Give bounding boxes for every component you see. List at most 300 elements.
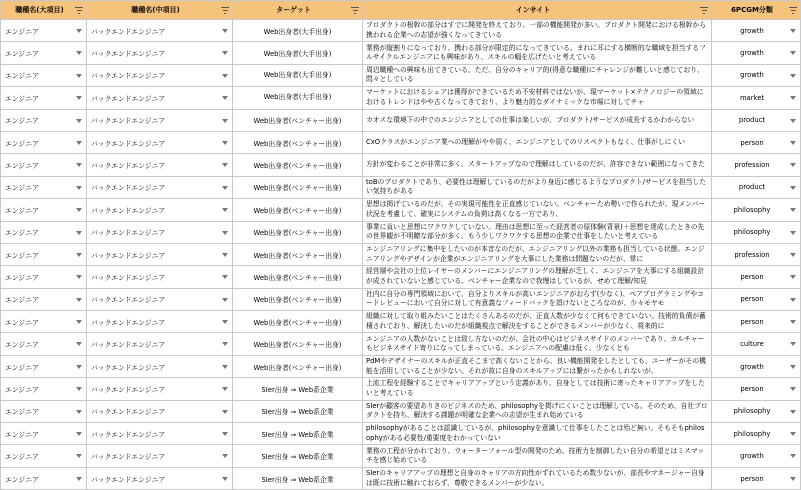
middle-category-dropdown[interactable]: [87, 221, 233, 243]
pcgm-category-header[interactable]: [712, 1, 801, 20]
table-row: [1, 20, 801, 42]
pcgm-category-dropdown-value: growth: [740, 452, 764, 461]
table-row: [1, 400, 801, 422]
pcgm-category-dropdown-value: person: [740, 474, 764, 483]
filter-icon[interactable]: [789, 7, 797, 14]
middle-category-dropdown[interactable]: [87, 266, 233, 288]
target-cell: [233, 378, 363, 400]
target-cell-value: Web出身者(ベンチャー出身): [253, 251, 342, 260]
dropdown-arrow-icon[interactable]: [76, 51, 82, 55]
major-category-dropdown-value: エンジニア: [5, 27, 39, 36]
middle-category-dropdown[interactable]: [87, 355, 233, 377]
target-cell: [233, 423, 363, 445]
dropdown-arrow-icon[interactable]: [76, 74, 82, 78]
target-cell-value: Web出身者(大手出身): [263, 70, 332, 79]
major-category-dropdown[interactable]: [1, 87, 87, 109]
table-row: [1, 423, 801, 445]
major-category-dropdown-value: エンジニア: [5, 251, 39, 260]
major-category-dropdown[interactable]: [1, 199, 87, 221]
dropdown-arrow-icon[interactable]: [222, 253, 228, 257]
pcgm-category-dropdown[interactable]: [712, 87, 801, 109]
target-cell: [233, 131, 363, 153]
header-row: [1, 1, 801, 20]
dropdown-arrow-icon[interactable]: [222, 74, 228, 78]
pcgm-category-dropdown-value: market: [739, 93, 765, 102]
table-row: [1, 42, 801, 64]
insight-cell-value: 経営層や会社の上位レイヤーのメンバーにエンジニアリングの理解が乏しく、エンジニアを大事にする組織設計が成されていないと感じている。ベンチャー企業なので我慢はしているが、せめて理解/知見: [366, 267, 705, 285]
pcgm-category-dropdown-value: person: [740, 272, 764, 281]
target-cell-value: Web出身者(ベンチャー出身): [253, 162, 342, 171]
major-category-dropdown-value: エンジニア: [5, 363, 39, 372]
middle-category-dropdown-value: バックエンドエンジニア: [91, 206, 166, 215]
dropdown-arrow-icon[interactable]: [222, 186, 228, 190]
major-category-dropdown-value: エンジニア: [5, 475, 39, 484]
middle-category-dropdown[interactable]: [87, 333, 233, 355]
dropdown-arrow-icon[interactable]: [790, 208, 796, 212]
target-cell: [233, 109, 363, 131]
middle-category-dropdown[interactable]: [87, 42, 233, 64]
column-header-label: 職種名(大項目): [15, 6, 64, 14]
middle-category-dropdown-value: バックエンドエンジニア: [91, 408, 166, 417]
dropdown-arrow-icon[interactable]: [790, 432, 796, 436]
dropdown-arrow-icon[interactable]: [76, 208, 82, 212]
target-cell: [233, 400, 363, 422]
major-category-dropdown-value: エンジニア: [5, 408, 39, 417]
insight-cell-value: 周辺職種への興味も出てきている。ただ、自分のキャリア的(得意な職種)にチャレンジが難しいと感じており、悶々としている: [366, 65, 704, 84]
dropdown-arrow-icon[interactable]: [76, 186, 82, 190]
pcgm-category-dropdown[interactable]: [712, 266, 801, 288]
table-row: [1, 199, 801, 221]
insight-cell: [363, 109, 712, 131]
insight-cell: [363, 266, 712, 288]
dropdown-arrow-icon[interactable]: [790, 141, 796, 145]
target-cell-value: Web出身者(ベンチャー出身): [253, 229, 342, 238]
dropdown-arrow-icon[interactable]: [790, 477, 796, 481]
middle-category-dropdown-value: バックエンドエンジニア: [91, 229, 166, 238]
target-cell-value: Web出身者(大手出身): [263, 93, 332, 102]
middle-category-dropdown[interactable]: [87, 199, 233, 221]
major-category-dropdown[interactable]: [1, 378, 87, 400]
target-cell: [233, 333, 363, 355]
table-row: [1, 221, 801, 243]
pcgm-category-dropdown-value: culture: [740, 340, 764, 349]
major-category-dropdown-value: エンジニア: [5, 296, 39, 305]
target-cell-value: Web出身者(ベンチャー出身): [253, 206, 342, 215]
middle-category-dropdown-value: バックエンドエンジニア: [91, 27, 166, 36]
target-cell-value: Web出身者(ベンチャー出身): [253, 341, 342, 350]
dropdown-arrow-icon[interactable]: [222, 298, 228, 302]
pcgm-category-dropdown[interactable]: [712, 355, 801, 377]
target-cell: [233, 176, 363, 198]
major-category-dropdown-value: エンジニア: [5, 117, 39, 126]
table-row: [1, 243, 801, 265]
middle-category-dropdown[interactable]: [87, 131, 233, 153]
insight-cell-value: CxOクラスがエンジニア業への理解がやや弱く、エンジニアとしてのリスペクトもなく、仕事がしにくい: [366, 137, 686, 146]
pcgm-category-dropdown-value: person: [740, 138, 764, 147]
pcgm-category-dropdown-value: philosophy: [733, 205, 771, 214]
dropdown-arrow-icon[interactable]: [790, 320, 796, 324]
dropdown-arrow-icon[interactable]: [222, 387, 228, 391]
target-cell: [233, 199, 363, 221]
insight-cell: [363, 20, 712, 42]
middle-category-dropdown-value: バックエンドエンジニア: [91, 385, 166, 394]
table-body: [1, 20, 801, 490]
middle-category-dropdown[interactable]: [87, 243, 233, 265]
middle-category-dropdown[interactable]: [87, 109, 233, 131]
dropdown-arrow-icon[interactable]: [222, 454, 228, 458]
middle-category-dropdown[interactable]: [87, 64, 233, 86]
pcgm-category-dropdown-value: profession: [734, 161, 770, 170]
table-row: [1, 154, 801, 176]
pcgm-category-dropdown[interactable]: [712, 333, 801, 355]
insight-cell: [363, 176, 712, 198]
dropdown-arrow-icon[interactable]: [76, 163, 82, 167]
middle-category-dropdown[interactable]: [87, 20, 233, 42]
major-category-dropdown-value: エンジニア: [5, 453, 39, 462]
middle-category-dropdown-value: バックエンドエンジニア: [91, 341, 166, 350]
target-cell: [233, 221, 363, 243]
major-category-dropdown[interactable]: [1, 109, 87, 131]
table-row: [1, 109, 801, 131]
pcgm-category-dropdown-value: person: [740, 295, 764, 304]
dropdown-arrow-icon[interactable]: [222, 141, 228, 145]
target-cell: [233, 355, 363, 377]
middle-category-dropdown[interactable]: [87, 423, 233, 445]
insight-cell: [363, 378, 712, 400]
target-cell: [233, 445, 363, 467]
major-category-dropdown-value: エンジニア: [5, 385, 39, 394]
dropdown-arrow-icon[interactable]: [76, 119, 82, 123]
middle-category-dropdown[interactable]: [87, 176, 233, 198]
table-row: [1, 131, 801, 153]
dropdown-arrow-icon[interactable]: [76, 96, 82, 100]
target-cell: [233, 311, 363, 333]
dropdown-arrow-icon[interactable]: [76, 298, 82, 302]
middle-category-header[interactable]: [87, 1, 233, 20]
insight-header[interactable]: [363, 1, 712, 20]
major-category-dropdown-value: エンジニア: [5, 341, 39, 350]
target-cell-value: Web出身者(ベンチャー出身): [253, 184, 342, 193]
target-cell-value: Web出身者(ベンチャー出身): [253, 117, 342, 126]
target-cell-value: SIer出身 ⇒ Web系企業: [261, 385, 334, 394]
filter-icon[interactable]: [221, 7, 229, 14]
middle-category-dropdown-value: バックエンドエンジニア: [91, 453, 166, 462]
middle-category-dropdown-value: バックエンドエンジニア: [91, 94, 166, 103]
pcgm-category-dropdown-value: growth: [740, 49, 764, 58]
major-category-dropdown-value: エンジニア: [5, 430, 39, 439]
dropdown-arrow-icon[interactable]: [790, 365, 796, 369]
insight-cell-value: 組織に対して取り組みたいことはたくさんあるのだが、正直人数が少なくて何もできていない。技術的負債が蓄積されており、解決したいのだが組織視点で解決をすることができるメンバーが少なく、将来的に: [366, 312, 706, 330]
insight-cell: [363, 423, 712, 445]
dropdown-arrow-icon[interactable]: [790, 96, 796, 100]
dropdown-arrow-icon[interactable]: [222, 410, 228, 414]
pcgm-category-dropdown-value: profession: [734, 250, 770, 259]
major-category-dropdown[interactable]: [1, 154, 87, 176]
pcgm-category-dropdown[interactable]: [712, 423, 801, 445]
major-category-dropdown[interactable]: [1, 288, 87, 310]
pcgm-category-dropdown-value: growth: [740, 71, 764, 80]
middle-category-dropdown[interactable]: [87, 87, 233, 109]
major-category-dropdown[interactable]: [1, 266, 87, 288]
insight-cell-value: プロダクトの根幹の部分はすでに開発を終えており、一部の機能開発が多い。プロダクト開発における根幹から携われる企業への志望が強くなってきている: [366, 21, 707, 39]
dropdown-arrow-icon[interactable]: [790, 342, 796, 346]
middle-category-dropdown-value: バックエンドエンジニア: [91, 430, 166, 439]
target-cell-value: SIer出身 ⇒ Web系企業: [261, 408, 334, 417]
target-cell-value: Web出身者(ベンチャー出身): [253, 273, 342, 282]
insight-cell: [363, 221, 712, 243]
middle-category-dropdown[interactable]: [87, 467, 233, 489]
insight-cell: [363, 445, 712, 467]
major-category-dropdown[interactable]: [1, 400, 87, 422]
target-cell: [233, 154, 363, 176]
table-row: [1, 467, 801, 489]
insight-cell: [363, 243, 712, 265]
insight-cell: [363, 355, 712, 377]
dropdown-arrow-icon[interactable]: [76, 320, 82, 324]
pcgm-category-dropdown[interactable]: [712, 400, 801, 422]
table-row: [1, 176, 801, 198]
major-category-dropdown[interactable]: [1, 311, 87, 333]
insight-cell-value: SIerが顧客の要望ありきのビジネスのため、philosophyを掲げにくいことは理解している。そのため、自社プロダクトを持ち、解決する課題が明確な企業への志望が生まれ始めている: [366, 401, 708, 420]
insight-cell: [363, 154, 712, 176]
major-category-dropdown[interactable]: [1, 131, 87, 153]
dropdown-arrow-icon[interactable]: [76, 410, 82, 414]
dropdown-arrow-icon[interactable]: [222, 208, 228, 212]
pcgm-category-dropdown[interactable]: [712, 109, 801, 131]
major-category-dropdown-value: エンジニア: [5, 94, 39, 103]
table-row: [1, 64, 801, 86]
middle-category-dropdown[interactable]: [87, 400, 233, 422]
insight-cell-value: philosophyがあることは認識しているが、philosophyを意識して仕事をしたことは殆ど無い。そもそもphilosophyがある必要性/重要度をわかっていない: [366, 424, 705, 442]
pcgm-category-dropdown[interactable]: [712, 154, 801, 176]
target-cell-value: SIer出身 ⇒ Web系企業: [261, 430, 334, 439]
middle-category-dropdown-value: バックエンドエンジニア: [91, 184, 166, 193]
middle-category-dropdown-value: バックエンドエンジニア: [91, 363, 166, 372]
dropdown-arrow-icon[interactable]: [76, 477, 82, 481]
target-cell-value: Web出身者(ベンチャー出身): [253, 139, 342, 148]
dropdown-arrow-icon[interactable]: [222, 96, 228, 100]
dropdown-arrow-icon[interactable]: [790, 410, 796, 414]
dropdown-arrow-icon[interactable]: [222, 29, 228, 33]
pcgm-category-dropdown[interactable]: [712, 131, 801, 153]
middle-category-dropdown-value: バックエンドエンジニア: [91, 273, 166, 282]
pcgm-category-dropdown[interactable]: [712, 243, 801, 265]
target-cell-value: Web出身者(ベンチャー出身): [253, 296, 342, 305]
middle-category-dropdown[interactable]: [87, 288, 233, 310]
major-category-dropdown-value: エンジニア: [5, 72, 39, 81]
dropdown-arrow-icon[interactable]: [790, 387, 796, 391]
insight-cell: [363, 400, 712, 422]
column-header-label: 職種名(中項目): [131, 6, 180, 14]
pcgm-category-dropdown-value: person: [740, 384, 764, 393]
middle-category-dropdown-value: バックエンドエンジニア: [91, 50, 166, 59]
pcgm-category-dropdown[interactable]: [712, 20, 801, 42]
pcgm-category-dropdown[interactable]: [712, 42, 801, 64]
dropdown-arrow-icon[interactable]: [222, 477, 228, 481]
insight-cell: [363, 311, 712, 333]
target-header[interactable]: [233, 1, 363, 20]
major-category-dropdown-value: エンジニア: [5, 229, 39, 238]
insight-cell-value: 方針が変わることが非常に多く、スタートアップなので理解はしているのだが、許容できない範囲になってきた: [366, 160, 706, 169]
dropdown-arrow-icon[interactable]: [790, 29, 796, 33]
insight-cell: [363, 467, 712, 489]
dropdown-arrow-icon[interactable]: [222, 365, 228, 369]
major-category-dropdown[interactable]: [1, 176, 87, 198]
insight-cell: [363, 42, 712, 64]
filter-icon[interactable]: [700, 7, 708, 14]
dropdown-arrow-icon[interactable]: [222, 432, 228, 436]
insight-cell: [363, 87, 712, 109]
dropdown-arrow-icon[interactable]: [76, 365, 82, 369]
pcgm-category-dropdown-value: product: [738, 183, 766, 192]
insight-cell: [363, 131, 712, 153]
major-category-dropdown-value: エンジニア: [5, 162, 39, 171]
dropdown-arrow-icon[interactable]: [222, 320, 228, 324]
insight-cell-value: エンジニアリングに集中をしたいのが本音なのだが、エンジニアリング以外の業務も担当している状態。エンジニアリングやデザインが企業がエンジニアリングを大事にした業務は問題ないのだが、常に: [366, 245, 705, 263]
table-row: [1, 87, 801, 109]
dropdown-arrow-icon[interactable]: [76, 454, 82, 458]
target-cell-value: SIer出身 ⇒ Web系企業: [261, 475, 334, 484]
pcgm-category-dropdown-value: philosophy: [733, 429, 771, 438]
middle-category-dropdown[interactable]: [87, 154, 233, 176]
dropdown-arrow-icon[interactable]: [76, 387, 82, 391]
dropdown-arrow-icon[interactable]: [76, 141, 82, 145]
middle-category-dropdown-value: バックエンドエンジニア: [91, 139, 166, 148]
pcgm-category-dropdown[interactable]: [712, 221, 801, 243]
middle-category-dropdown-value: バックエンドエンジニア: [91, 117, 166, 126]
dropdown-arrow-icon[interactable]: [76, 432, 82, 436]
dropdown-arrow-icon[interactable]: [76, 29, 82, 33]
pcgm-category-dropdown-value: philosophy: [733, 228, 771, 237]
major-category-dropdown-value: エンジニア: [5, 273, 39, 282]
dropdown-arrow-icon[interactable]: [790, 119, 796, 123]
insight-cell-value: 社内に自分の専門領域において、自分よりスキルが高いエンジニアがおらず(少なく)、ペアプログラミングやコードレビューにおいて自分に対して有意義なフィードバックを頂けないところなのが、少々モヤモ: [366, 289, 704, 308]
major-category-header[interactable]: [1, 1, 87, 20]
pcgm-category-dropdown[interactable]: [712, 467, 801, 489]
pcgm-category-dropdown-value: growth: [740, 362, 764, 371]
target-cell: [233, 467, 363, 489]
target-cell: [233, 64, 363, 86]
middle-category-dropdown-value: バックエンドエンジニア: [91, 475, 166, 484]
pcgm-category-dropdown-value: philosophy: [733, 407, 771, 416]
target-cell-value: Web出身者(大手出身): [263, 27, 332, 36]
target-cell: [233, 20, 363, 42]
insight-cell: [363, 199, 712, 221]
dropdown-arrow-icon[interactable]: [222, 51, 228, 55]
middle-category-dropdown[interactable]: [87, 378, 233, 400]
insight-cell-value: 上流工程を経験することでキャリアアップという定義があり、自身としては技術に寄ったキャリアアップをしたいと考えている: [366, 379, 705, 397]
filter-icon[interactable]: [75, 7, 83, 14]
dropdown-arrow-icon[interactable]: [790, 275, 796, 279]
insight-cell: [363, 333, 712, 355]
table-row: [1, 333, 801, 355]
insight-cell: [363, 288, 712, 310]
insight-cell-value: 業務が縦割りになっており、携わる部分が限定的になってきている。まれに耳にする横断的な職域を担当するフルサイクルエンジニアにも興味があり、スキルの幅を広げたいと考えている: [366, 43, 706, 62]
dropdown-arrow-icon[interactable]: [790, 231, 796, 235]
pcgm-category-dropdown[interactable]: [712, 176, 801, 198]
table-row: [1, 311, 801, 333]
pcgm-category-dropdown-value: growth: [740, 26, 764, 35]
table-row: [1, 378, 801, 400]
insight-cell-value: 業務の工程が分かれており、ウォーターフォール型の開発のため、技術力を制御したい自分の希望とはミスマッチを感じ始めている: [366, 446, 705, 465]
major-category-dropdown-value: エンジニア: [5, 206, 39, 215]
insight-cell-value: toBのプロダクトであり、必要性は理解しているのだがより身近に感じるようなプロダクト/サービスを担当したい気持ちがある: [366, 177, 707, 196]
insight-cell: [363, 64, 712, 86]
dropdown-arrow-icon[interactable]: [790, 298, 796, 302]
dropdown-arrow-icon[interactable]: [222, 163, 228, 167]
table-row: [1, 445, 801, 467]
dropdown-arrow-icon[interactable]: [790, 186, 796, 190]
table-row: [1, 288, 801, 310]
dropdown-arrow-icon[interactable]: [790, 163, 796, 167]
dropdown-arrow-icon[interactable]: [222, 275, 228, 279]
insight-cell-value: PdMやデザイナーのスキルが正直そこまで高くないことから、良い機能開発をしたとしても、ユーザーがその機能を活用していることが少ない。それが故に自身のスキルアップには繋がったかもしれないが、: [366, 357, 706, 375]
dropdown-arrow-icon[interactable]: [222, 119, 228, 123]
dropdown-arrow-icon[interactable]: [790, 74, 796, 78]
middle-category-dropdown-value: バックエンドエンジニア: [91, 318, 166, 327]
dropdown-arrow-icon[interactable]: [790, 454, 796, 458]
pcgm-category-dropdown[interactable]: [712, 64, 801, 86]
pcgm-category-dropdown[interactable]: [712, 288, 801, 310]
target-cell: [233, 243, 363, 265]
target-cell: [233, 87, 363, 109]
filter-icon[interactable]: [351, 7, 359, 14]
column-header-label: インサイト: [515, 6, 551, 14]
dropdown-arrow-icon[interactable]: [76, 342, 82, 346]
insight-cell-value: 思想は掲げているのだが、その実現可能性を正直感じていない。ベンチャーため勢いで作られたが、現メンバー状況を考慮して、確実にシステムの負荷は高くなる一方であり、: [366, 200, 706, 218]
dropdown-arrow-icon[interactable]: [790, 253, 796, 257]
middle-category-dropdown[interactable]: [87, 311, 233, 333]
major-category-dropdown[interactable]: [1, 42, 87, 64]
major-category-dropdown[interactable]: [1, 445, 87, 467]
pcgm-category-dropdown[interactable]: [712, 445, 801, 467]
major-category-dropdown[interactable]: [1, 467, 87, 489]
major-category-dropdown[interactable]: [1, 64, 87, 86]
major-category-dropdown[interactable]: [1, 20, 87, 42]
column-header-label: 6PCGM分類: [731, 6, 773, 14]
insight-cell-value: カオスな環境下の中でのエンジニアとしての仕事は楽しいが、プロダクト/サービスが成長するかわからない: [366, 115, 695, 124]
pcgm-category-dropdown-value: product: [738, 116, 766, 125]
major-category-dropdown[interactable]: [1, 333, 87, 355]
middle-category-dropdown[interactable]: [87, 445, 233, 467]
target-cell: [233, 266, 363, 288]
pcgm-category-dropdown[interactable]: [712, 199, 801, 221]
major-category-dropdown-value: エンジニア: [5, 139, 39, 148]
target-cell-value: Web出身者(ベンチャー出身): [253, 318, 342, 327]
major-category-dropdown[interactable]: [1, 221, 87, 243]
dropdown-arrow-icon[interactable]: [790, 51, 796, 55]
insight-cell-value: マーケットにおけるシェアは獲得ができているため不安材料ではないが、現マーケット×テクノロジーの領域におけるトレンドはやや古くなってきており、より魅力的なダイナミックな市場に対してチャ: [366, 88, 704, 106]
major-category-dropdown[interactable]: [1, 243, 87, 265]
pcgm-category-dropdown[interactable]: [712, 311, 801, 333]
dropdown-arrow-icon[interactable]: [222, 342, 228, 346]
table-row: [1, 355, 801, 377]
pcgm-category-dropdown[interactable]: [712, 378, 801, 400]
dropdown-arrow-icon[interactable]: [76, 275, 82, 279]
target-cell-value: Web出身者(大手出身): [263, 50, 332, 59]
dropdown-arrow-icon[interactable]: [76, 231, 82, 235]
target-cell-value: Web出身者(ベンチャー出身): [253, 363, 342, 372]
column-header-label: ターゲット: [276, 6, 311, 14]
insight-cell-value: Slerのキャリアアップの理想と自身のキャリアの方向性がずれているため数少ないが、部長やマネージャー自身は既に技術に触れておらず、尊敬できるメンバーが少ない。: [366, 469, 705, 487]
target-cell-value: SIer出身 ⇒ Web系企業: [261, 453, 334, 462]
major-category-dropdown[interactable]: [1, 355, 87, 377]
major-category-dropdown[interactable]: [1, 423, 87, 445]
dropdown-arrow-icon[interactable]: [76, 253, 82, 257]
dropdown-arrow-icon[interactable]: [222, 231, 228, 235]
target-cell: [233, 42, 363, 64]
table-row: [1, 266, 801, 288]
